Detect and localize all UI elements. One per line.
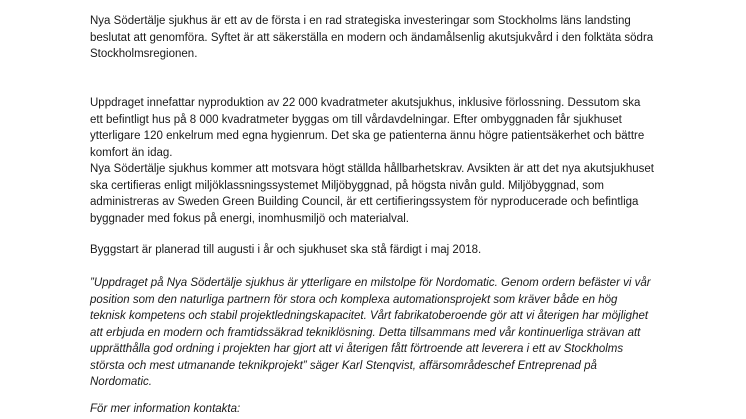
paragraph-hospital-intro: Nya Södertälje sjukhus är ett av de första i en rad strategiska investeringar som Stockholms läns landsting beslutat att genomföra. Syftet är att säkerställa en modern och ändamålsenlig akutsjukvård i den folktäta södra Stockholmsregionen.	[90, 15, 654, 60]
paragraph-quote: ”Uppdraget på Nya Södertälje sjukhus är ytterligare en milstolpe för Nordomatic. Genom ordern befäster vi vår position som den naturliga partnern för stora och komplexa automationsprojekt som kräver både en hög teknisk kompetens och stabil projektledningskapacitet. Vårt fabrikatoberoende gör att vi återigen har möjlighet att erbjuda en modern och framtidssäkrad tekniklösning. Detta tillsammans med vår kontinuerliga strävan att upprätthålla god ordning i projekten har gjort att vi återigen fått förtroende att leverera i ett av Stockholms största och mest utmanande teknikprojekt” säger Karl Stenqvist, affärsområdeschef Entreprenad på Nordomatic.	[90, 277, 651, 388]
paragraph-sustainability: Nya Södertälje sjukhus kommer att motsvara högt ställda hållbarhetskrav. Avsikten är att det nya akutsjukhuset ska certifieras enligt miljöklassningssystemet Miljöbyggnad, på högsta nivån guld. Miljöbyggnad, som administreras av Sweden Green Building Council, är ett certifieringssystem för nyproducerade och befintliga byggnader med fokus på energi, inomhusmiljö och materialval.	[90, 163, 654, 225]
paragraph-schedule: Byggstart är planerad till augusti i år och sjukhuset ska stå färdigt i maj 2018.	[90, 244, 482, 256]
paragraph-assignment-scope: Uppdraget innefattar nyproduktion av 22 000 kvadratmeter akutsjukhus, inklusive förlossning. Dessutom ska ett befintligt hus på 8 000 kvadratmeter byggas om till vårdavdelningar. Efter ombyggnaden får sjukhuset ytterligare 120 enkelrum med egna hygienrum. Det ska ge patienterna ännu högre patientsäkerhet och bättre komfort än idag.	[90, 97, 645, 159]
paragraph-contact-heading: För mer information kontakta:	[90, 403, 241, 415]
